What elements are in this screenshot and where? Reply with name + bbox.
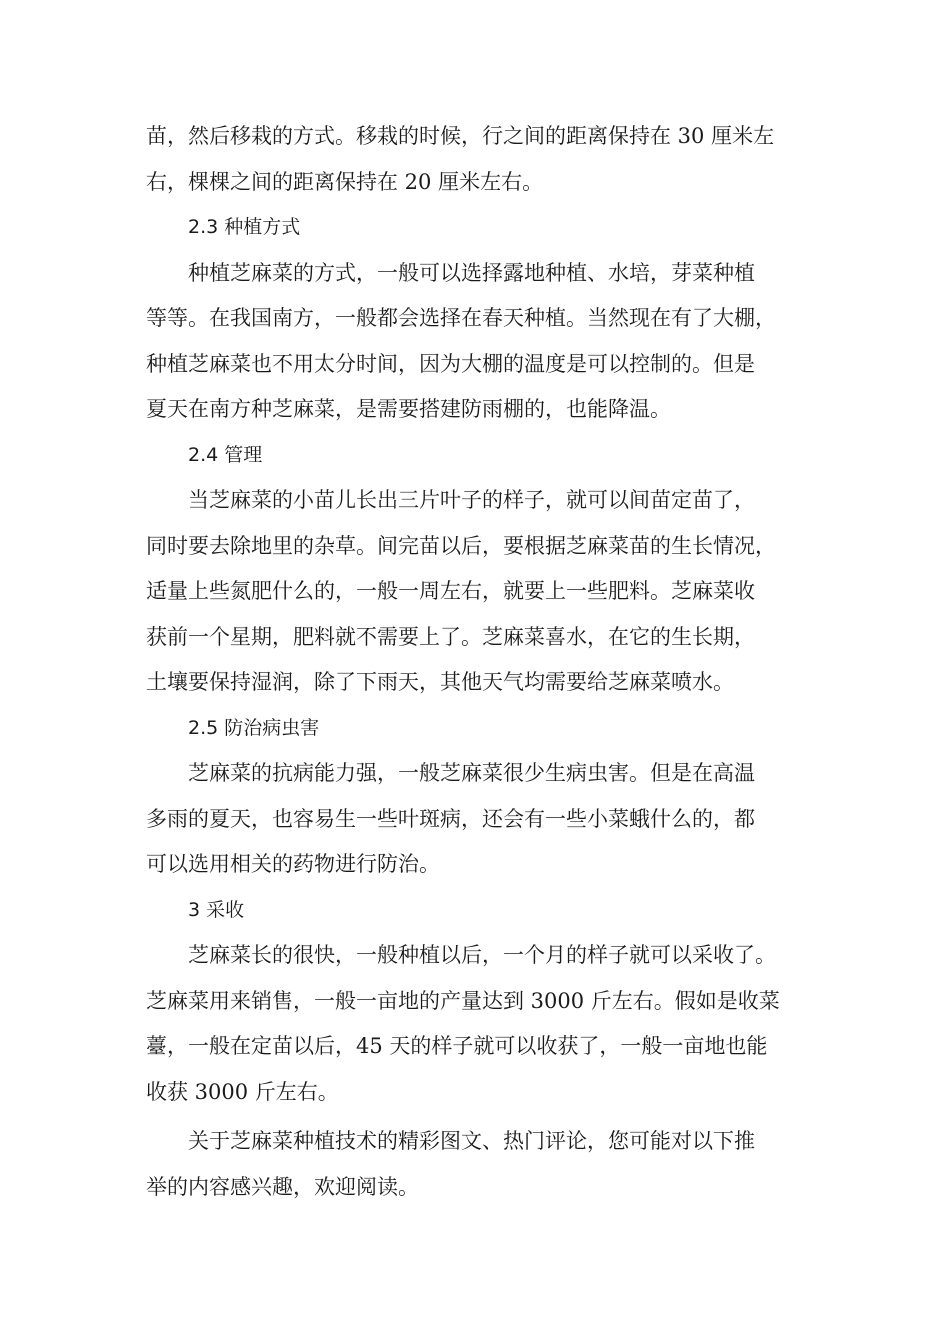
text-line: 种植芝麻菜的方式，一般可以选择露地种植、水培，芽菜种植: [188, 260, 755, 285]
text-line: 同时要去除地里的杂草。间完苗以后，要根据芝麻菜苗的生长情况，: [146, 533, 776, 558]
text-line: 关于芝麻菜种植技术的精彩图文、热门评论，您可能对以下推: [188, 1129, 755, 1153]
text-line: 芝麻菜的抗病能力强，一般芝麻菜很少生病虫害。但是在高温: [188, 761, 755, 785]
text-line: 举的内容感兴趣，欢迎阅读。: [146, 1174, 419, 1199]
text-line: 右，棵棵之间的距离保持在 20 厘米左右。: [146, 169, 544, 194]
paragraph-management: [146, 478, 810, 706]
document-body: [146, 114, 810, 1210]
text-line: 土壤要保持湿润，除了下雨天，其他天气均需要给芝麻菜喷水。: [146, 670, 734, 694]
heading-2-3: 2.3 种植方式: [188, 216, 301, 238]
text-line: 获前一个星期，肥料就不需要上了。芝麻菜喜水，在它的生长期，: [146, 624, 755, 649]
paragraph-transplant: [146, 114, 810, 205]
text-line: 等等。在我国南方，一般都会选择在春天种植。当然现在有了大棚，: [146, 306, 776, 330]
text-line: 适量上些氮肥什么的，一般一周左右，就要上一些肥料。芝麻菜收: [146, 579, 755, 603]
heading-2-4: 2.4 管理: [188, 443, 263, 466]
text-line: 可以选用相关的药物进行防治。: [146, 852, 440, 876]
text-line: 当芝麻菜的小苗儿长出三片叶子的样子，就可以间苗定苗了，: [188, 488, 755, 512]
paragraph-related: [146, 1119, 810, 1210]
paragraph-harvest: [146, 933, 810, 1115]
paragraph-planting-method: [146, 251, 810, 433]
text-line: 夏天在南方种芝麻菜，是需要搭建防雨棚的，也能降温。: [146, 397, 671, 421]
text-line: 芝麻菜长的很快，一般种植以后，一个月的样子就可以采收了。: [188, 943, 776, 967]
heading-3: 3 采收: [188, 898, 245, 921]
paragraph-pest-control: [146, 751, 810, 888]
text-line: 苗，然后移栽的方式。移栽的时候，行之间的距离保持在 30 厘米左: [146, 124, 775, 148]
text-line: 多雨的夏天，也容易生一些叶斑病，还会有一些小菜蛾什么的，都: [146, 806, 755, 831]
heading-2-5: 2.5 防治病虫害: [188, 716, 320, 739]
text-line: 芝麻菜用来销售，一般一亩地的产量达到 3000 斤左右。假如是收菜: [146, 988, 780, 1013]
text-line: 种植芝麻菜也不用太分时间，因为大棚的温度是可以控制的。但是: [146, 351, 755, 376]
text-line: 收获 3000 斤左右。: [146, 1079, 339, 1104]
text-line: 薹，一般在定苗以后，45 天的样子就可以收获了，一般一亩地也能: [146, 1034, 768, 1058]
